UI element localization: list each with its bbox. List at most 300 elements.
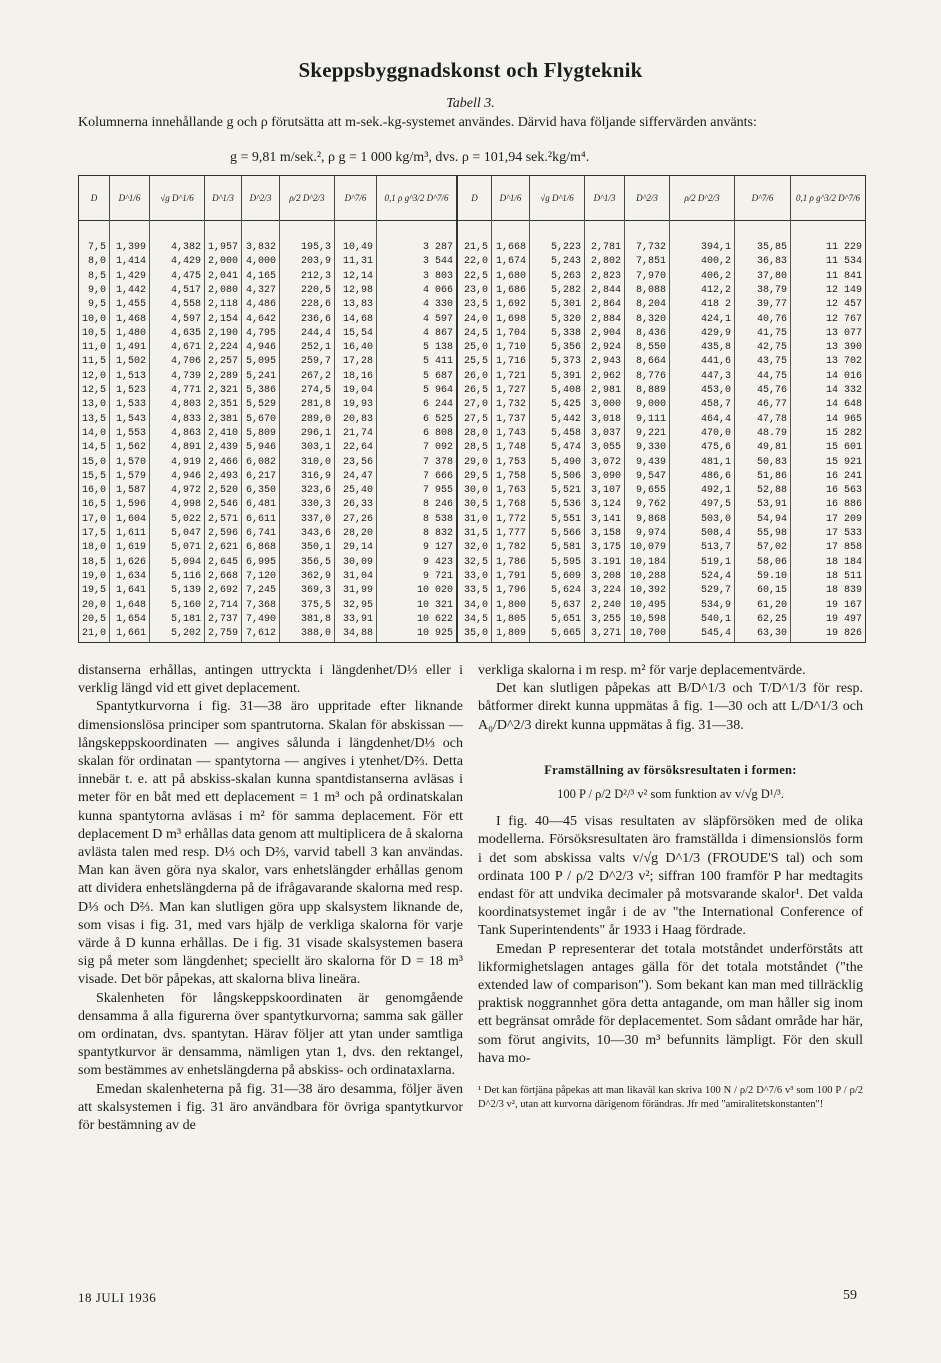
table-cell: 3,072 <box>590 456 621 468</box>
table-cell: 51,86 <box>756 470 787 482</box>
table-cell: 2,321 <box>207 385 238 396</box>
table-cell: 21,74 <box>342 427 373 439</box>
table-cell: 4 066 <box>422 284 453 296</box>
table-cell: 42,75 <box>756 342 787 354</box>
table-cell: 15 921 <box>825 456 862 468</box>
table-cell: 22,0 <box>463 256 488 268</box>
table-cell: 13 702 <box>825 356 862 368</box>
table-cell: 1,796 <box>495 585 526 597</box>
table-cell: 2,041 <box>207 270 238 282</box>
table-cell: 14 332 <box>825 385 862 396</box>
table-cell: 1,562 <box>115 442 146 454</box>
table-cell: 4,739 <box>170 370 201 382</box>
table-cell: 2,924 <box>590 342 621 354</box>
paragraph: Skalenheten för långskeppskoordinaten är genomgående densamma å alla figurerna över spantytkurvorna; samma sak gäller om ordinatan, dvs. spantytan. Härav följer att ytan under samtliga spantytkurvor är densamma, nämligen ytan 1, dvs. den rektangel, som bestämmes av enhetslängderna på abskiss- och ordinataxlarna. <box>78 990 463 1079</box>
table-cell: 2,466 <box>207 456 238 468</box>
table-cell: 447,3 <box>700 370 731 382</box>
table-cell: 8,088 <box>635 284 666 296</box>
table-cell: 43,75 <box>756 356 787 368</box>
table-cell: 369,3 <box>300 585 331 597</box>
table-cell: 458,7 <box>700 399 731 411</box>
table-cell: 310,0 <box>300 456 331 468</box>
footnote: ¹ Det kan förtjäna påpekas att man likaväl kan skriva 100 N / ρ/2 D^7/6 v³ som 100 P / ρ/2 D^2/3 v², utan att kurvorna därigenom förändras. Jfr med "amiralitetskonstanten"! <box>478 1085 863 1111</box>
table-cell: 475,6 <box>700 442 731 454</box>
table-cell: 5 138 <box>422 342 453 354</box>
table-cell: 1,634 <box>115 570 146 582</box>
table-intro-text: Kolumnerna innehållande g och ρ förutsätta att m-sek.-kg-systemet användes. Därvid hava följande siffervärden använts: <box>78 115 757 130</box>
table-cell: 5,670 <box>245 413 276 425</box>
table-cell: 5,506 <box>550 470 581 482</box>
footer-date: 18 JULI 1936 <box>78 1290 157 1305</box>
table-cell: 5 411 <box>422 356 453 368</box>
table-cell: 31,0 <box>463 513 488 525</box>
table-cell: 9,5 <box>87 299 106 311</box>
table-cell: 3,158 <box>590 528 621 539</box>
table-cell: 3,055 <box>590 442 621 454</box>
table-cell: 303,1 <box>300 442 331 454</box>
table-cell: 406,2 <box>700 270 731 282</box>
table-cell: 1,772 <box>495 513 526 525</box>
table-cell: 27,5 <box>463 413 488 425</box>
table-cell: 16,5 <box>81 499 106 511</box>
table-cell: 4,863 <box>170 427 201 439</box>
table-cell: 5,490 <box>550 456 581 468</box>
table-cell: 2,802 <box>590 256 621 268</box>
column-header: √g D^1/6 <box>529 176 584 220</box>
table-cell: 6,481 <box>245 499 276 511</box>
table-cell: 9 721 <box>422 570 453 582</box>
table-cell: 11,5 <box>81 356 106 368</box>
table-cell: 228,6 <box>300 299 331 311</box>
table-cell: 17 533 <box>825 528 862 539</box>
table-cell: 1,737 <box>495 413 526 425</box>
table-cell: 25,5 <box>463 356 488 368</box>
table-cell: 15,0 <box>81 456 106 468</box>
table-cell: 57,02 <box>756 542 787 554</box>
column-header: D^2/3 <box>624 176 669 220</box>
table-cell: 61,20 <box>756 599 787 611</box>
table-cell: 18,5 <box>81 556 106 568</box>
left-text-column <box>78 662 463 1135</box>
table-cell: 1,579 <box>115 470 146 482</box>
table-cell: 8,889 <box>635 385 666 396</box>
paragraph: Det kan slutligen påpekas att B/D^1/3 och T/D^1/3 för resp. båtformer direkt kunna uppmätas å fig. 1—30 och att L/D^1/3 och A₀/D^2/3 direkt kunna uppmätas å fig. 31—38. <box>478 681 863 733</box>
table-cell: 14 965 <box>825 413 862 425</box>
table-cell: 8,204 <box>635 299 666 311</box>
table-cell: 394,1 <box>700 242 731 253</box>
table-cell: 5,425 <box>550 399 581 411</box>
table-cell: 2,884 <box>590 313 621 325</box>
table-cell: 1,480 <box>115 327 146 339</box>
table-cell: 519,1 <box>700 556 731 568</box>
table-cell: 10,288 <box>629 570 666 582</box>
table-cell: 5,521 <box>550 485 581 497</box>
table-cell: 22,5 <box>463 270 488 282</box>
table-cell: 1,648 <box>115 599 146 611</box>
table-cell: 1,732 <box>495 399 526 411</box>
table-cell: 10,598 <box>629 613 666 625</box>
table-cell: 17,0 <box>81 513 106 525</box>
table-cell: 375,5 <box>300 599 331 611</box>
table-cell: 4,382 <box>170 242 201 253</box>
column-header: D^7/6 <box>334 176 376 220</box>
table-cell: 4,891 <box>170 442 201 454</box>
table-cell: 1,626 <box>115 556 146 568</box>
table-cell: 6,082 <box>245 456 276 468</box>
table-cell: 2,645 <box>207 556 238 568</box>
table-cell: 316,9 <box>300 470 331 482</box>
table-cell: 1,680 <box>495 270 526 282</box>
table-cell: 2,781 <box>590 242 621 253</box>
table-cell: 15 282 <box>825 427 862 439</box>
table-cell: 1,768 <box>495 499 526 511</box>
table-cell: 2,759 <box>207 628 238 640</box>
table-cell: 8,0 <box>87 256 106 268</box>
page-number: 59 <box>843 1288 857 1303</box>
column-header: D^1/6 <box>109 176 149 220</box>
table-cell: 195,3 <box>300 242 331 253</box>
table-cell: 2,571 <box>207 513 238 525</box>
table-cell: 24,47 <box>342 470 373 482</box>
table-cell: 10,5 <box>81 327 106 339</box>
table-cell: 23,0 <box>463 284 488 296</box>
table-cell: 62,25 <box>756 613 787 625</box>
table-cell: 5,095 <box>245 356 276 368</box>
table-cell: 5,391 <box>550 370 581 382</box>
table-cell: 7,851 <box>635 256 666 268</box>
table-cell: 9,111 <box>635 413 666 425</box>
table-cell: 18 511 <box>825 570 862 582</box>
table-cell: 2,289 <box>207 370 238 382</box>
table-cell: 1,805 <box>495 613 526 625</box>
table-cell: 26,5 <box>463 385 488 396</box>
table-cell: 5,386 <box>245 385 276 396</box>
table-cell: 212,3 <box>300 270 331 282</box>
table-cell: 1,442 <box>115 284 146 296</box>
table-cell: 7 666 <box>422 470 453 482</box>
table-cell: 5,651 <box>550 613 581 625</box>
table-cell: 3,141 <box>590 513 621 525</box>
table-cell: 12 457 <box>825 299 862 311</box>
table-cell: 3,037 <box>590 427 621 439</box>
table-cell: 3.191 <box>590 556 621 568</box>
table-cell: 5,566 <box>550 528 581 539</box>
table-cell: 8,436 <box>635 327 666 339</box>
table-cell: 5,442 <box>550 413 581 425</box>
table-cell: 30,5 <box>463 499 488 511</box>
table-cell: 244,4 <box>300 327 331 339</box>
table-cell: 2,381 <box>207 413 238 425</box>
table-cell: 19 167 <box>825 599 862 611</box>
table-cell: 5,116 <box>170 570 201 582</box>
table-cell: 524,4 <box>700 570 731 582</box>
column-header: D^7/6 <box>734 176 790 220</box>
table-cell: 8,5 <box>87 270 106 282</box>
table-cell: 14,0 <box>81 427 106 439</box>
table-cell: 1,641 <box>115 585 146 597</box>
table-cell: 7,732 <box>635 242 666 253</box>
table-cell: 48.79 <box>756 427 787 439</box>
table-cell: 3,255 <box>590 613 621 625</box>
table-cell: 33,0 <box>463 570 488 582</box>
table-header-row <box>79 176 865 221</box>
table-cell: 281,8 <box>300 399 331 411</box>
column-header: D^1/3 <box>204 176 241 220</box>
table-cell: 23,56 <box>342 456 373 468</box>
column-header: ρ/2 D^2/3 <box>669 176 734 220</box>
table-cell: 5,609 <box>550 570 581 582</box>
table-cell: 4 597 <box>422 313 453 325</box>
table-cell: 1,782 <box>495 542 526 554</box>
table-cell: 1,686 <box>495 284 526 296</box>
table-cell: 1,399 <box>115 242 146 253</box>
table-cell: 5,223 <box>550 242 581 253</box>
table-cell: 5,809 <box>245 427 276 439</box>
table-cell: 2,844 <box>590 284 621 296</box>
table-cell: 4,972 <box>170 485 201 497</box>
table-cell: 534,9 <box>700 599 731 611</box>
table-cell: 24,5 <box>463 327 488 339</box>
table-cell: 2,668 <box>207 570 238 582</box>
table-cell: 21,5 <box>463 242 488 253</box>
table-cell: 5,581 <box>550 542 581 554</box>
table-cell: 30,0 <box>463 485 488 497</box>
table-cell: 1,809 <box>495 628 526 640</box>
table-cell: 9,439 <box>635 456 666 468</box>
table-cell: 5 687 <box>422 370 453 382</box>
column-header: ρ/2 D^2/3 <box>279 176 334 220</box>
table-cell: 5,536 <box>550 499 581 511</box>
table-cell: 1,414 <box>115 256 146 268</box>
table-cell: 14,68 <box>342 313 373 325</box>
paragraph: Emedan P representerar det totala motståndet underförståts att likformighetslagen antages gälla för det totala motståndet ("the extended law of comparison"). Som bekant kan man med tillräcklig praktisk noggrannhet göra detta antagande, om man håller sig inom ett begränsat område för deplacementet. Som sådant område har här, som förut angivits, 10—30 m³ befunnits lämpligt. För den skull hava mo- <box>478 941 863 1066</box>
table-cell: 1,668 <box>495 242 526 253</box>
data-table <box>78 175 866 643</box>
table-cell: 429,9 <box>700 327 731 339</box>
table-cell: 1,957 <box>207 242 238 253</box>
table-cell: 30,09 <box>342 556 373 568</box>
table-cell: 13 077 <box>825 327 862 339</box>
table-cell: 49,81 <box>756 442 787 454</box>
table-cell: 6,741 <box>245 528 276 539</box>
table-cell: 4,671 <box>170 342 201 354</box>
paragraph: I fig. 40—45 visas resultaten av släpförsöken med de olika modellerna. Försöksresultaten äro framställda i dimensionslös form i det som abskissa valts v/√g D^1/3 (FROUDE'S tal) och som ordinata 100 P / ρ/2 D^2/3 v²; siffran 100 framför P har medtagits endast för att undvika decimaler på motsvarande skalor¹. Det valda koordinatsystemet ingår i de av "the International Conference of Tank Superintendents" år 1933 i Haag fördrade. <box>478 814 863 939</box>
table-cell: 60,15 <box>756 585 787 597</box>
table-cell: 7,612 <box>245 628 276 640</box>
table-cell: 24,0 <box>463 313 488 325</box>
table-cell: 1,455 <box>115 299 146 311</box>
paragraph: Spantytkurvorna i fig. 31—38 äro uppritade efter liknande dimensionslösa principer som spantrutorna. Skalan för abskissan — långskeppskoordinaten — angives sålunda i längdenhet/D⅓ och skalan för ordinatan — spantytorna — angives i ytenhet/D⅔. Detta innebär t. e. att på abskiss-skalan kunna spantdistanserna avläsas i meter för en båt med ett deplacement = 1 m³ och på ordinatskalan kunna spantytorna avläsas i m² för samma deplacement. För ett deplacement D m³ erhållas data genom att multiplicera de å skalorna avlästa talen med resp. D⅓ och D⅔, varvid tabell 3 kan användas. Man kan även göra nya skalor, vars enhetslängder erhållas genom att dividera enhetslängderna på de ifrågavarande skalorna med resp. D⅓ och D⅔. Man kan slutligen göra upp skalsystem liknande de, som visas i fig. 31, med vars hjälp de verkliga skalorna för varje värde å D kunna erhållas. De i fig. 31 visade skalsystemen basera sig på meter som längdenhet; speciellt äro skalorna för D = 18 m³ visade. Det bör påpekas, att skalorna bliva lineära. <box>78 699 463 988</box>
table-cell: 4,946 <box>245 342 276 354</box>
table-cell: 10,184 <box>629 556 666 568</box>
table-row <box>79 626 865 642</box>
table-cell: 8,550 <box>635 342 666 354</box>
table-cell: 2,546 <box>207 499 238 511</box>
table-cell: 38,79 <box>756 284 787 296</box>
table-cell: 2,439 <box>207 442 238 454</box>
table-cell: 2,904 <box>590 327 621 339</box>
table-cell: 1,596 <box>115 499 146 511</box>
table-cell: 236,6 <box>300 313 331 325</box>
table-cell: 4 867 <box>422 327 453 339</box>
table-cell: 14,5 <box>81 442 106 454</box>
table-cell: 12 767 <box>825 313 862 325</box>
table-cell: 26,33 <box>342 499 373 511</box>
table-cell: 16 886 <box>825 499 862 511</box>
table-cell: 2,981 <box>590 385 621 396</box>
table-cell: 5,181 <box>170 613 201 625</box>
table-cell: 12,0 <box>81 370 106 382</box>
table-cell: 18 839 <box>825 585 862 597</box>
column-header: 0,1 ρ g^3/2 D^7/6 <box>790 176 865 220</box>
table-cell: 31,04 <box>342 570 373 582</box>
table-cell: 267,2 <box>300 370 331 382</box>
table-cell: 19 497 <box>825 613 862 625</box>
table-cell: 1,502 <box>115 356 146 368</box>
table-cell: 545,4 <box>700 628 731 640</box>
table-cell: 1,587 <box>115 485 146 497</box>
table-cell: 2,621 <box>207 542 238 554</box>
table-cell: 58,06 <box>756 556 787 568</box>
table-cell: 203,9 <box>300 256 331 268</box>
table-cell: 388,0 <box>300 628 331 640</box>
table-cell: 9,974 <box>635 528 666 539</box>
table-cell: 5,241 <box>245 370 276 382</box>
table-cell: 1,523 <box>115 385 146 396</box>
table-cell: 330,3 <box>300 499 331 511</box>
table-cell: 6,350 <box>245 485 276 497</box>
table-cell: 10,079 <box>629 542 666 554</box>
table-cell: 45,76 <box>756 385 787 396</box>
table-cell: 32,5 <box>463 556 488 568</box>
table-cell: 381,8 <box>300 613 331 625</box>
table-cell: 9,868 <box>635 513 666 525</box>
table-cell: 2,692 <box>207 585 238 597</box>
table-cell: 5,595 <box>550 556 581 568</box>
table-cell: 1,543 <box>115 413 146 425</box>
table-cell: 323,6 <box>300 485 331 497</box>
table-cell: 9,330 <box>635 442 666 454</box>
table-cell: 424,1 <box>700 313 731 325</box>
table-cell: 3,000 <box>590 399 621 411</box>
table-cell: 5,338 <box>550 327 581 339</box>
table-cell: 55,98 <box>756 528 787 539</box>
table-cell: 7,490 <box>245 613 276 625</box>
table-cell: 3,208 <box>590 570 621 582</box>
table-cell: 17,5 <box>81 528 106 539</box>
table-cell: 10 622 <box>416 613 453 625</box>
table-cell: 8 832 <box>422 528 453 539</box>
table-cell: 11,0 <box>81 342 106 354</box>
column-header: 0,1 ρ g^3/2 D^7/6 <box>376 176 456 220</box>
table-cell: 1,604 <box>115 513 146 525</box>
table-cell: 5,282 <box>550 284 581 296</box>
table-cell: 5,408 <box>550 385 581 396</box>
column-header: D^1/6 <box>491 176 529 220</box>
table-cell: 5,094 <box>170 556 201 568</box>
table-cell: 6 525 <box>422 413 453 425</box>
table-cell: 15,54 <box>342 327 373 339</box>
table-cell: 5,551 <box>550 513 581 525</box>
table-cell: 4,833 <box>170 413 201 425</box>
table-cell: 4,706 <box>170 356 201 368</box>
table-cell: 418 2 <box>700 299 731 311</box>
table-cell: 40,76 <box>756 313 787 325</box>
table-cell: 5,243 <box>550 256 581 268</box>
table-cell: 11,31 <box>342 256 373 268</box>
table-cell: 4,475 <box>170 270 201 282</box>
table-cell: 2,154 <box>207 313 238 325</box>
table-cell: 2,080 <box>207 284 238 296</box>
running-header: Skeppsbyggnadskonst och Flygteknik <box>298 58 643 82</box>
column-header: D^2/3 <box>241 176 279 220</box>
table-cell: 11 229 <box>825 242 862 253</box>
table-cell: 3,090 <box>590 470 621 482</box>
table-cell: 8,320 <box>635 313 666 325</box>
table-cell: 4,486 <box>245 299 276 311</box>
table-cell: 4 330 <box>422 299 453 311</box>
table-cell: 1,748 <box>495 442 526 454</box>
table-cell: 3 544 <box>422 256 453 268</box>
table-cell: 7 378 <box>422 456 453 468</box>
table-cell: 33,5 <box>463 585 488 597</box>
table-cell: 5,320 <box>550 313 581 325</box>
table-cell: 9,0 <box>87 284 106 296</box>
table-cell: 8 246 <box>422 499 453 511</box>
table-cell: 470,0 <box>700 427 731 439</box>
table-cell: 18,16 <box>342 370 373 382</box>
table-cell: 28,20 <box>342 528 373 539</box>
table-cell: 9 127 <box>422 542 453 554</box>
table-cell: 2,351 <box>207 399 238 411</box>
paragraph: distanserna erhållas, antingen uttryckta i längdenhet/D⅓ eller i verklig längd vid ett givet deplacement. <box>78 663 463 697</box>
table-cell: 2,714 <box>207 599 238 611</box>
table-cell: 4,642 <box>245 313 276 325</box>
table-cell: 2,864 <box>590 299 621 311</box>
table-cell: 4,000 <box>245 256 276 268</box>
table-cell: 1,777 <box>495 528 526 539</box>
table-cell: 259,7 <box>300 356 331 368</box>
table-cell: 486,6 <box>700 470 731 482</box>
table-cell: 34,5 <box>463 613 488 625</box>
table-cell: 35,0 <box>463 628 488 640</box>
table-cell: 1,553 <box>115 427 146 439</box>
table-cell: 10,700 <box>629 628 666 640</box>
table-cell: 53,91 <box>756 499 787 511</box>
constants-formula: g = 9,81 m/sek.², ρ g = 1 000 kg/m³, dvs. ρ = 101,94 sek.²kg/m⁴. <box>230 150 590 165</box>
table-cell: 1,721 <box>495 370 526 382</box>
table-cell: 20,83 <box>342 413 373 425</box>
table-cell: 52,88 <box>756 485 787 497</box>
table-cell: 1,513 <box>115 370 146 382</box>
table-cell: 1,698 <box>495 313 526 325</box>
table-cell: 220,5 <box>300 284 331 296</box>
table-cell: 5,458 <box>550 427 581 439</box>
table-cell: 6 808 <box>422 427 453 439</box>
table-cell: 17 858 <box>825 542 862 554</box>
column-header: D <box>90 193 98 203</box>
paragraph: Emedan skalenheterna på fig. 31—38 äro desamma, följer även att skalsystemen i fig. 31 äro användbara för övriga spantytkurvor för bestämning av de <box>78 1081 463 1134</box>
table-cell: 4,597 <box>170 313 201 325</box>
table-cell: 1,692 <box>495 299 526 311</box>
table-cell: 3 287 <box>422 242 453 253</box>
table-cell: 13 390 <box>825 342 862 354</box>
table-cell: 10,495 <box>629 599 666 611</box>
table-cell: 1,791 <box>495 570 526 582</box>
column-header: D^1/3 <box>584 176 624 220</box>
table-cell: 3,018 <box>590 413 621 425</box>
table-cell: 4,165 <box>245 270 276 282</box>
